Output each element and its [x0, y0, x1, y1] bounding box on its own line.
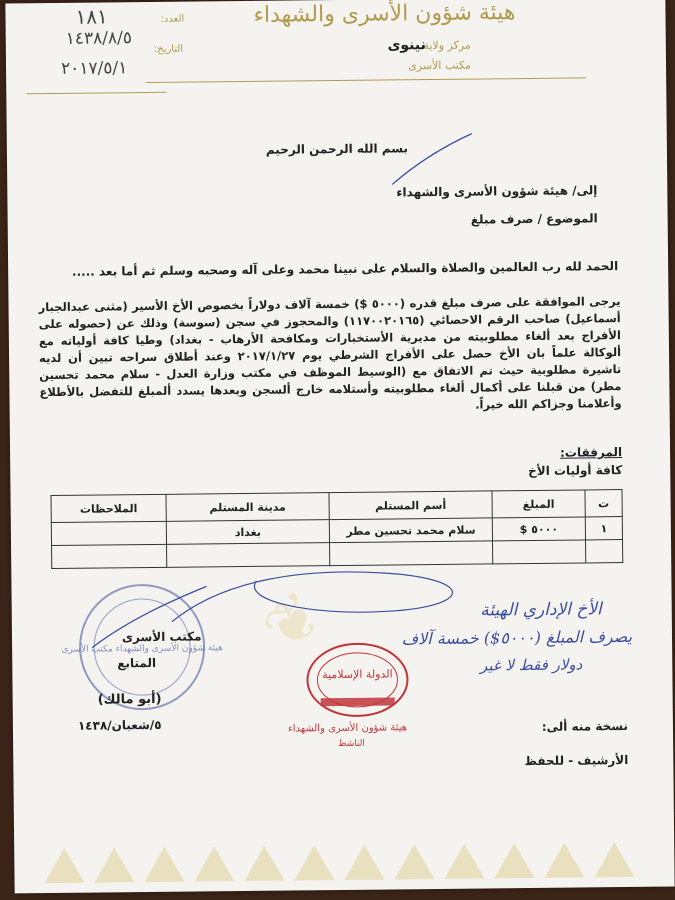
- document-page: [5, 0, 674, 893]
- signature-name: (أبو مالك): [97, 691, 162, 708]
- table-cell: سلام محمد تحسين مطر: [329, 518, 492, 543]
- payment-table: [51, 489, 624, 569]
- handwritten-hijri-date: ١٤٣٨/٨/٥: [65, 28, 133, 49]
- subject-line: الموضوع / صرف مبلغ: [470, 211, 598, 227]
- table-header: ت: [585, 490, 622, 517]
- table-cell: [51, 521, 166, 545]
- center-label: مركز ولاية: [423, 38, 471, 53]
- handwritten-approval-line3: دولار فقط لا غير: [479, 655, 583, 675]
- pen-stroke: [387, 129, 478, 190]
- table-header: مدينة المستلم: [166, 493, 329, 522]
- red-official-stamp: [302, 639, 413, 720]
- header-divider: [146, 77, 586, 83]
- office-label: مكتب الأسرى: [408, 58, 472, 73]
- org-letterhead: هيئة شؤون الأسرى والشهداء: [253, 0, 516, 28]
- red-stamp-caption: هيئة شؤون الأسرى والشهداء: [287, 722, 408, 735]
- svg-text:❦: ❦: [249, 576, 338, 668]
- basmala: بسم الله الرحمن الرحيم: [265, 141, 409, 157]
- handwritten-approval-line1: الأخ الإداري الهيئة: [480, 599, 602, 621]
- red-stamp-title: الدولة الإسلامية: [322, 667, 393, 682]
- header-divider-left: [26, 92, 166, 94]
- table-header: أسم المستلم: [329, 491, 492, 520]
- attachments-title: المرفقات:: [560, 445, 623, 460]
- red-stamp-sub: الناشط: [338, 738, 365, 750]
- governorate-name: نينوى: [387, 37, 426, 54]
- table-cell: بغداد: [166, 520, 329, 545]
- copy-to-title: نسخة منه ألى:: [541, 719, 629, 734]
- table-header: المبلغ: [492, 490, 585, 518]
- copy-to-item: الأرشيف - للحفظ: [524, 752, 629, 769]
- addressee: إلى/ هيئة شؤون الأسرى والشهداء: [396, 183, 598, 200]
- table-cell: [493, 540, 586, 564]
- table-cell: ٥٠٠٠ $: [492, 517, 585, 541]
- handwritten-approval-line2: يصرف المبلغ (٥٠٠٠$) خمسة آلاف: [401, 626, 633, 649]
- number-label: العدد:: [160, 13, 185, 25]
- date-label: التاريخ:: [153, 43, 184, 55]
- table-cell: [586, 540, 623, 563]
- table-header: الملاحظات: [51, 494, 166, 522]
- attachments-line: كافة أوليات الأخ: [527, 463, 623, 479]
- letter-body: يرجى الموافقة على صرف مبلغ قدره (٥٠٠٠ $) خمسة آلاف دولاراً بخصوص الأخ الأسير (مثنى عبدالجبار أسماعيل) صاحب الرقم الاحصائي (١١٧٠٠٢٠١٦٥) والمحجوز في سجن (سوسة) وذلك عن (حصوله على الأفراج بعد ألغاء مطلوبيته من مديرية الأستخبارات ومكافحة الأرهاب - بغداد) وطيا كافة أولياته مع ألوكالة علماً بان الأخ حصل على الأفراج الشرطي يوم ٢٠١٧/١/٢٧ وعند أطلاق سراحه تبين أن لديه تاشيرة مطلوبية حيث تم الاتفاق مع (الوسيط الموظف في مكتب وزارة العدل - سلام محمد تحسين مطر) من قبلنا على أكمال ألغاء مطلوبيته وأستلامه خارج ألسجن وبعدها يسدد ألمبلغ للتفضل بالأطلاع وأعلامنا وجزاكم الله خيراً.: [38, 294, 622, 412]
- signature-role: المتابع: [117, 655, 157, 671]
- table-cell: ١: [585, 517, 622, 540]
- table-cell: [52, 544, 167, 568]
- signature-office: مكتب الأسرى: [121, 629, 202, 645]
- handwritten-number: ١٨١: [75, 4, 108, 29]
- footer-ornament: [34, 817, 665, 894]
- handwritten-date: ٢٠١٧/٥/١: [60, 58, 128, 79]
- signature-date: ٥/شعبان/١٤٣٨: [77, 717, 162, 733]
- greeting: الحمد لله رب العالمين والصلاة والسلام على نبينا محمد وعلى آله وصحبه وسلم ثم أما بعد .....: [71, 259, 619, 279]
- blue-stamp-text: هيئة شؤون الأسرى والشهداء مكتب الأسرى: [61, 643, 223, 655]
